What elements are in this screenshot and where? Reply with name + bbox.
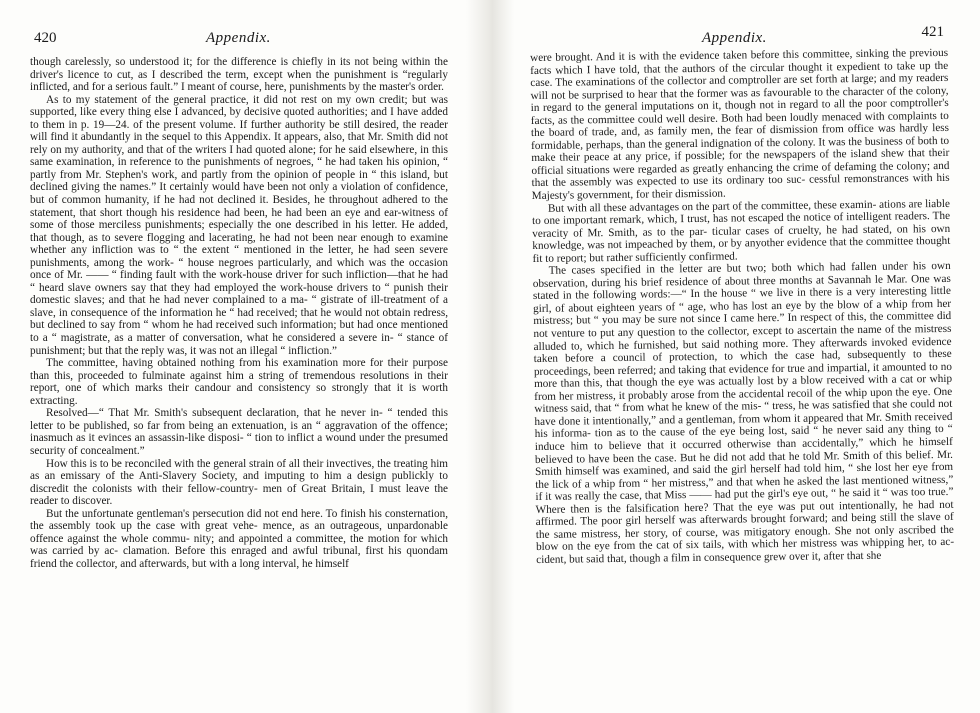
left-paragraph-6: But the unfortunate gentleman's persecution did not end here. To finish his consternation, the assembly took up the case with great vehe- mence, as an outrageous, unpardonable offence against the whole commu- nity; and appointed a committee, the motion for which was carried by ac- clamation. Before this enraged and awful tribunal, first his quondam friend the collector, and afterwards, but with a long interval, he himself [30,507,448,570]
left-page-body [30,56,448,570]
right-page [530,0,955,713]
right-paragraph-3: The cases specified in the letter are but two; both which had fallen under his own observation, during his brief residence of about three months at Savannah le Mar. One was stated in the following words:—“ In the house “ we live in there is a very interesting little girl, of about eighteen years of “ age, who has lost an eye by the blow of a whip from her mistress; but “ you may be sure not since I came here.” In respect of this, the committee did not venture to put any question to the collector, except to ascertain the name of the mistress alluded to, which he furnished, but said nothing more. They afterwards invoked evidence taken before a council of protection, to which the case had, subsequently to these proceedings, been referred; and taking that evidence for true and impartial, it amounted to no more than this, that though the eye was actually lost by a blow received with a cat or whip from her mistress, it probably arose from the accidental recoil of the whip upon the eye. One witness said, that “ from what he knew of the mis- “ tress, he was satisfied that she could not have done it intentionally,” and a gentleman, from whom it appeared that Mr. Smith received his informa- tion as to the cause of the eye being lost, said “ he never said any thing to “ induce him to believe that it occurred otherwise than accidentally,” which he himself believed to have been the case. But he did not add that he told Mr. Smith of this belief. Mr. Smith himself was examined, and said the girl herself had told him, “ she lost her eye from the lick of a whip from “ her mistress,” and that when he asked the last mentioned witness,” if it was really the case, that Miss —— had put the girl's eye out, “ he said it “ was too true.” Where then is the falsification here? That the eye was put out intentionally, he had not affirmed. The poor girl herself was afterwards brought forward; and being still the slave of the same mistress, her story, of course, was mitigatory enough. She not only ascribed the blow on the eye from the cat of six tails, with which her mistress was whipping her, to ac- cident, but said that, though a film in consequence grew over it, after that she [532,260,955,566]
right-page-body [530,47,954,566]
left-paragraph-4: Resolved—“ That Mr. Smith's subsequent declaration, that he never in- “ tended this letter to be published, so far from being an extenuation, is an “ aggravation of the offence; inasmuch as it evinces an assassin-like disposi- “ tion to inflict a wound under the presumed security of concealment.” [30,407,448,457]
left-page-number: 420 [34,30,57,46]
left-paragraph-3: The committee, having obtained nothing from his examination more for their purpose than this, proceeded to fulminate against him a string of tremendous resolutions in their report, one of which marks their candour and consistency so strongly that it is worth extracting. [30,357,448,407]
book-gutter [466,0,514,713]
left-paragraph-5: How this is to be reconciled with the general strain of all their invectives, the treating him as an emissary of the Anti-Slavery Society, and imputing to him a design publickly to discredit the colonists with their fellow-country- men of Great Britain, I must leave the reader to discover. [30,457,448,508]
left-page [30,0,448,713]
right-page-number: 421 [921,24,944,40]
right-paragraph-2: But with all these advantages on the part of the committee, these examin- ations are liable to one important remark, which, I trust, has not escaped the notice of intelligent readers. The veracity of Mr. Smith, as to the par- ticular cases of cruelty, he had stated, on his own knowledge, was not impeached by them, or by anyother evidence that the committee thought fit to report; but rather sufficiently confirmed. [531,197,951,265]
left-paragraph-2: As to my statement of the general practice, it did not rest on my own credit; but was supported, like every thing else I advanced, by decisive quoted authorities; and I have added to them in p. 19—24. of the present volume. If further authority be still desired, the reader will find it abundantly in the sequel to this Appendix. It appears, also, that Mr. Smith did not rely on my authority, and that of the writers I had quoted alone; for he said elsewhere, in this same examination, in reference to the punishments of negroes, “ he had taken his opinion, “ partly from Mr. Stephen's work, and partly from the opinion of people in “ this island, but declined giving the names.” It certainly would have been not only a violation of confidence, but of common humanity, if he had not declined it. Besides, he throughout adhered to the statement, that short though his residence had been, he had been an eye and ear-witness of some of those merciless punishments; especially the one described in his letter. He added, that though, as to severe flogging and lacerating, he had not been near enough to examine whether any infliction was to “ the extent “ mentioned in the letter, he had seen severe punishments, among the work- “ house negroes particularly, and which was the occasion once of Mr. —— “ finding fault with the work-house driver for such infliction—that he had “ heard slave owners say that they had employed the work-house drivers to “ punish their domestic slaves; and that he had never complained to a ma- “ gistrate of ill-treatment of a slave, in consequence of the information he “ had received; that he would not obtain redress, but declined to say from “ whom he had received such information; but had once mentioned to a “ magistrate, as a matter of conversation, what he considered a severe in- “ stance of punishment; but that the reply was, it was not an illegal “ infliction.” [30,93,448,357]
right-paragraph-1: were brought. And it is with the evidence taken before this committee, sinking the previous facts which I have told, that the authors of the circular thought it expedient to take up the case. The examinations of the collector and comptroller are set forth at large; and my readers will not be surprised to hear that the former was as favourable to the character of the colony, in regard to the general imputations on it, though not in regard to all the poor comptroller's facts, as the committee could well desire. Both had been loudly menaced with complaints to the board of trade, and, as family men, the fear of dismission from office was hardly less formidable, perhaps, than the general indignation of the colony. It was the business of both to make their peace at any price, if possible; for the newspapers of the island shew that their official situations were regarded as greatly enhancing the crime of defaming the colony; and that the assembly was expected to use its ordinary too suc- cessful remonstrances with his Majesty's government, for their dismission. [530,46,950,203]
left-page-header [30,30,448,56]
right-running-head: Appendix. [702,30,767,46]
left-paragraph-1: though carelessly, so understood it; for the difference is chiefly in its not being within the driver's licence to cut, as I described the term, except when the punishment is “regularly inflicted, and for a serious fault.” I meant of course, here, punishments by the master's order. [30,56,448,94]
left-running-head: Appendix. [206,30,271,46]
